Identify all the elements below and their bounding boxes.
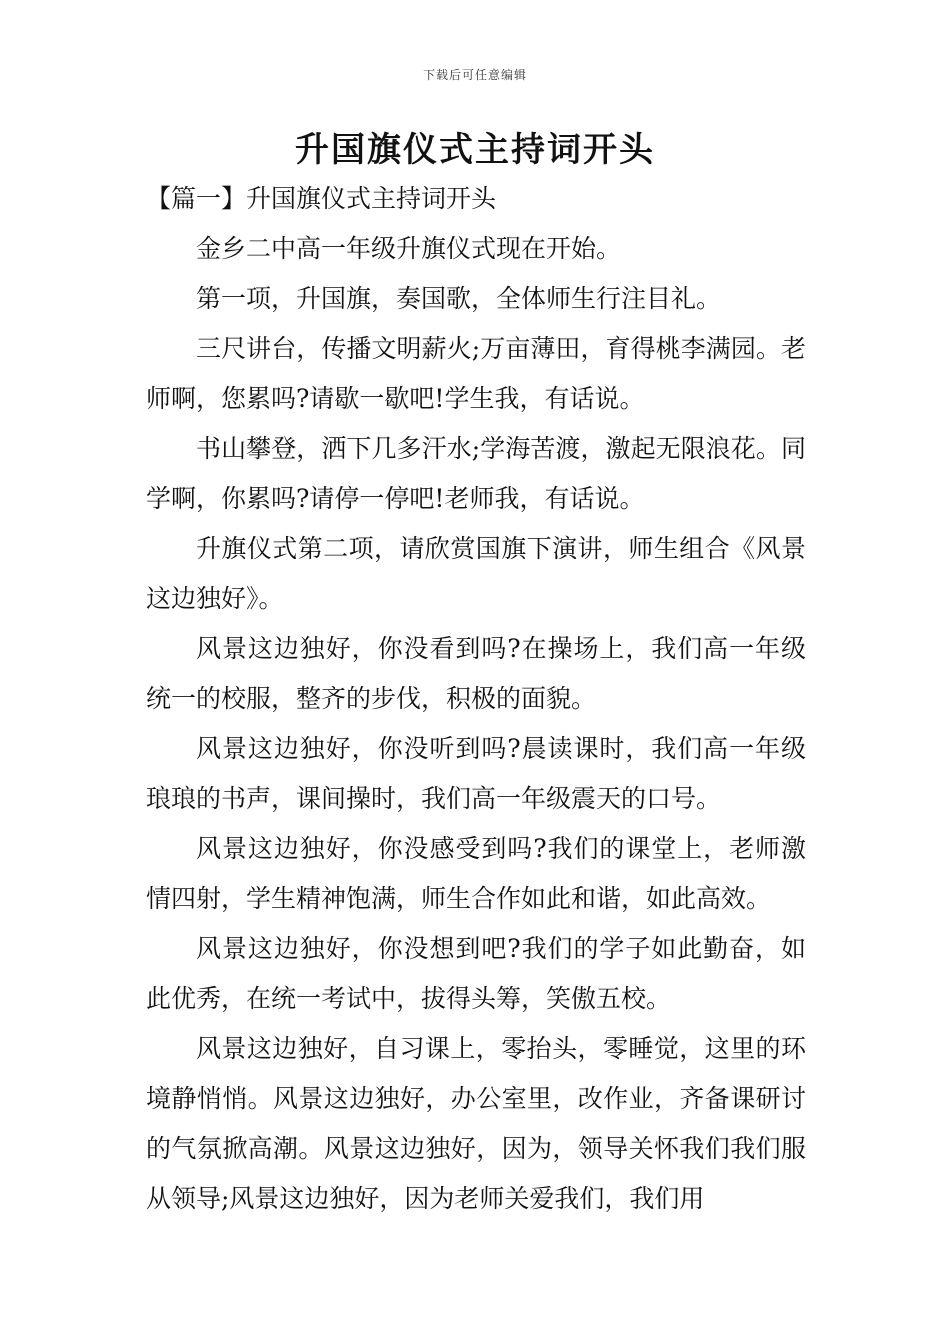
paragraph-10: 风景这边独好，自习课上，零抬头，零睡觉，这里的环境静悄悄。风景这边独好，办公室里，改作业，齐备课研讨的气氛掀高潮。风景这边独好，因为，领导关怀我们我们服从领导;风景这边独好，因为老师关爱我们，我们用 bbox=[146, 1034, 806, 1213]
paragraph-2: 第一项，升国旗，奏国歌，全体师生行注目礼。 bbox=[196, 284, 722, 313]
paragraph-7: 风景这边独好，你没听到吗?晨读课时，我们高一年级琅琅的书声，课间操时，我们高一年级震天的口号。 bbox=[146, 734, 806, 813]
paragraph-6: 风景这边独好，你没看到吗?在操场上，我们高一年级统一的校服，整齐的步伐，积极的面貌。 bbox=[146, 634, 806, 713]
paragraph-5: 升旗仪式第二项，请欣赏国旗下演讲，师生组合《风景这边独好》。 bbox=[146, 534, 806, 613]
paragraph-9: 风景这边独好，你没想到吧?我们的学子如此勤奋，如此优秀，在统一考试中，拔得头筹，笑傲五校。 bbox=[146, 934, 806, 1013]
paragraph-1: 金乡二中高一年级升旗仪式现在开始。 bbox=[196, 234, 622, 263]
paragraph-4: 书山攀登，洒下几多汗水;学海苦渡，激起无限浪花。同学啊，你累吗?请停一停吧!老师我，有话说。 bbox=[146, 434, 806, 513]
page-header-note: 下载后可任意编辑 bbox=[422, 68, 527, 82]
document-body bbox=[146, 174, 806, 1224]
paragraph-8: 风景这边独好，你没感受到吗?我们的课堂上，老师激情四射，学生精神饱满，师生合作如此和谐，如此高效。 bbox=[146, 834, 806, 913]
paragraph-3: 三尺讲台，传播文明薪火;万亩薄田，育得桃李满园。老师啊，您累吗?请歇一歇吧!学生我，有话说。 bbox=[146, 334, 806, 413]
section-heading: 【篇一】升国旗仪式主持词开头 bbox=[146, 184, 497, 213]
document-title: 升国旗仪式主持词开头 bbox=[295, 130, 655, 170]
